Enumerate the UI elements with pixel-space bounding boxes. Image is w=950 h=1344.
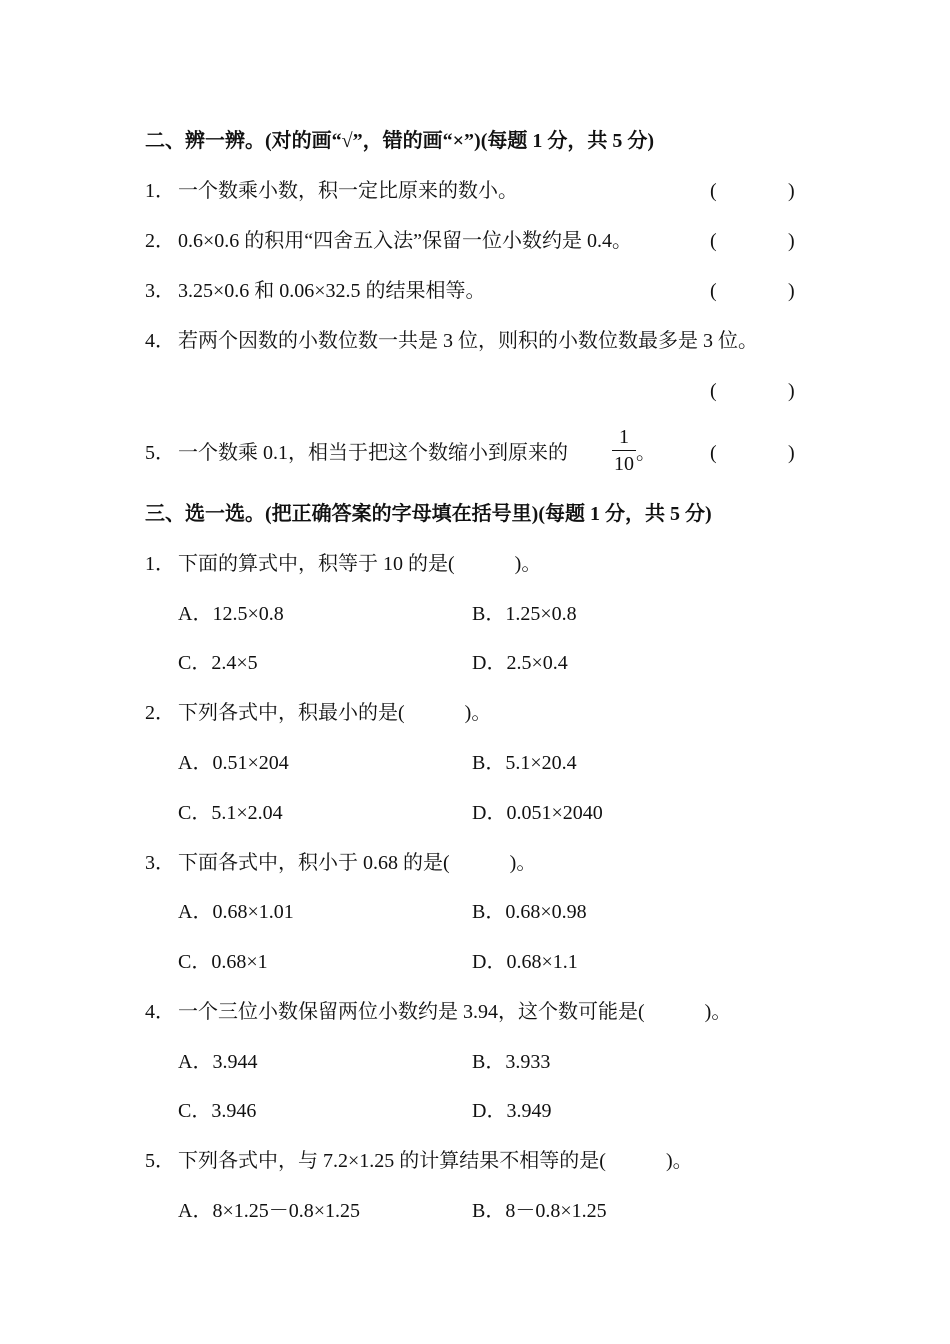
fraction-numerator: 1 (619, 426, 629, 448)
option-a[interactable]: A．12.5×0.8 (178, 603, 284, 625)
question-text: 下面各式中，积小于 0.68 的是( )。 (178, 852, 537, 874)
question-number: 1． (145, 553, 175, 575)
question-text: 下列各式中，积最小的是( )。 (178, 702, 492, 724)
option-b[interactable]: B．5.1×20.4 (472, 752, 577, 774)
item-number: 3． (145, 280, 175, 302)
judge-statement: 一个数乘小数，积一定比原来的数小。 (178, 180, 518, 202)
option-c[interactable]: C．3.946 (178, 1100, 257, 1122)
item-number: 4． (145, 330, 175, 352)
question-number: 5． (145, 1150, 175, 1172)
fraction-one-tenth (612, 427, 636, 474)
option-d[interactable]: D．0.051×2040 (472, 802, 603, 824)
fraction-denominator: 10 (614, 453, 634, 475)
option-b[interactable]: B．3.933 (472, 1051, 551, 1073)
question-text: 一个三位小数保留两位小数约是 3.94，这个数可能是( )。 (178, 1001, 732, 1023)
question-text: 下列各式中，与 7.2×1.25 的计算结果不相等的是( )。 (178, 1150, 693, 1172)
item-number: 1． (145, 180, 175, 202)
question-text: 下面的算式中，积等于 10 的是( )。 (178, 553, 542, 575)
judge-statement: 0.6×0.6 的积用“四舍五入法”保留一位小数约是 0.4。 (178, 230, 633, 252)
option-b[interactable]: B．1.25×0.8 (472, 603, 577, 625)
item-number: 5． (145, 442, 175, 464)
item-number: 2． (145, 230, 175, 252)
option-b[interactable]: B．8－0.8×1.25 (472, 1200, 607, 1222)
judge-statement: 一个数乘 0.1，相当于把这个数缩小到原来的 (178, 442, 568, 464)
option-a[interactable]: A．0.51×204 (178, 752, 289, 774)
option-c[interactable]: C．2.4×5 (178, 652, 258, 674)
question-number: 3． (145, 852, 175, 874)
statement-tail: 。 (636, 442, 656, 464)
option-a[interactable]: A．0.68×1.01 (178, 901, 294, 923)
section-2-heading: 二、辨一辨。(对的画“√”，错的画“×”)(每题 1 分，共 5 分) (145, 130, 655, 152)
option-d[interactable]: D．3.949 (472, 1100, 552, 1122)
question-number: 2． (145, 702, 175, 724)
option-c[interactable]: C．5.1×2.04 (178, 802, 283, 824)
option-b[interactable]: B．0.68×0.98 (472, 901, 587, 923)
judge-statement: 3.25×0.6 和 0.06×32.5 的结果相等。 (178, 280, 486, 302)
judge-statement: 若两个因数的小数位数一共是 3 位，则积的小数位数最多是 3 位。 (178, 330, 758, 352)
question-number: 4． (145, 1001, 175, 1023)
option-a[interactable]: A．8×1.25－0.8×1.25 (178, 1200, 361, 1222)
option-d[interactable]: D．0.68×1.1 (472, 951, 578, 973)
option-d[interactable]: D．2.5×0.4 (472, 652, 568, 674)
option-c[interactable]: C．0.68×1 (178, 951, 268, 973)
option-a[interactable]: A．3.944 (178, 1051, 258, 1073)
section-3-heading: 三、选一选。(把正确答案的字母填在括号里)(每题 1 分，共 5 分) (145, 503, 712, 525)
